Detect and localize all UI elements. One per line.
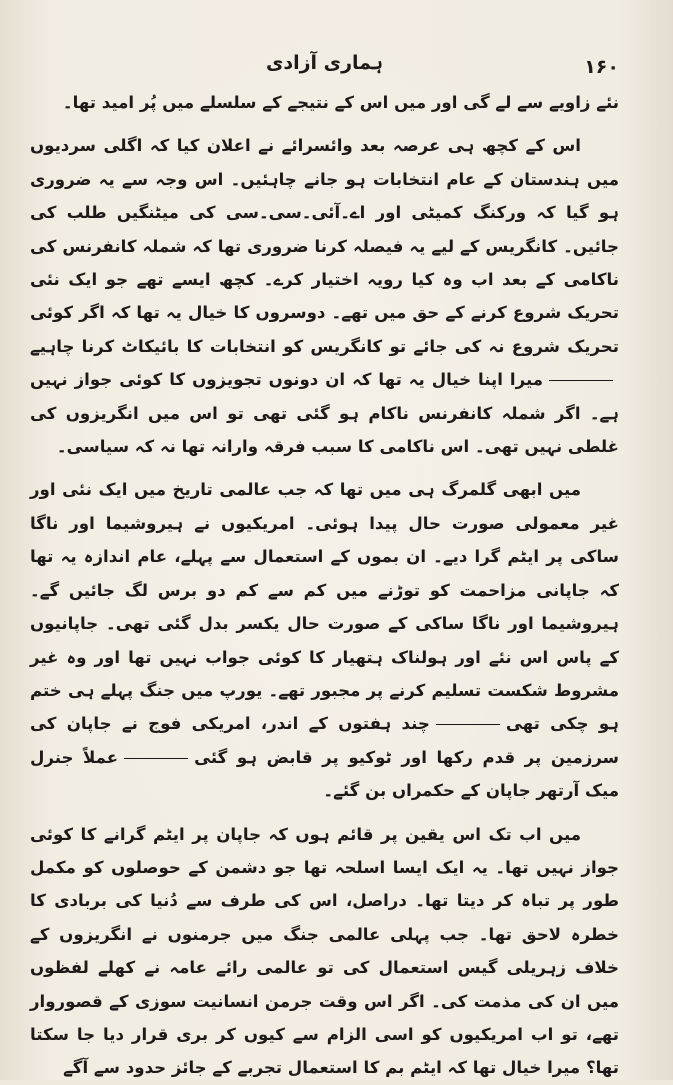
running-title: ہماری آزادی bbox=[265, 52, 384, 74]
page-number: ۱۶۰ bbox=[584, 56, 619, 78]
paragraph-3-text-b: چند ہفتوں کے اندر، امریکی فوج نے جاپان کی سرزمین پر قدم رکھا اور ٹوکیو پر قابض ہو گئی bbox=[30, 714, 620, 767]
paragraph-1 bbox=[30, 86, 619, 119]
page-header bbox=[30, 52, 619, 86]
em-dash-rule bbox=[436, 724, 500, 725]
paragraph-2 bbox=[30, 129, 619, 463]
paragraph-1-text: نئے زاویے سے لے گی اور میں اس کے نتیجے کے سلسلے میں پُر امید تھا۔ bbox=[62, 93, 619, 112]
paragraph-2-text-a: اس کے کچھ ہی عرصہ بعد وائسرائے نے اعلان کیا کہ اگلی سردیوں میں ہندستان کے عام انتخابات ہو جانے چاہئیں۔ اس وجہ سے یہ ضروری ہو گیا کہ ورکنگ کمیٹی اور اے۔آئی۔سی۔سی کی میٹنگیں طلب کی جائیں۔ کانگریس کے لیے یہ فیصلہ کرنا ضروری تھا کہ شملہ کانفرنس کی ناکامی کے بعد اب وہ کیا رویہ اختیار کرے۔ کچھ ایسے تھے جو ایک نئی تحریک شروع کرنے کے حق میں تھے۔ دوسروں کا خیال یہ تھا کہ اگر کوئی تحریک شروع نہ کی جائے تو کانگریس کو انتخابات کا بائیکاٹ کرنا چاہیے bbox=[30, 136, 619, 356]
paragraph-3-text-a: میں ابھی گلمرگ ہی میں تھا کہ جب عالمی تاریخ میں ایک نئی اور غیر معمولی صورت حال پیدا ہوئی۔ امریکیوں نے ہیروشیما اور ناگا ساکی پر ایٹم گرا دیے۔ ان بموں کے استعمال سے پہلے، عام اندازہ یہ تھا کہ جاپانی مزاحمت کو توڑنے میں کم سے کم دو برس لگ جائیں گے۔ ہیروشیما اور ناگا ساکی کے صورت حال یکسر بدل گئی تھی۔ جاپانیوں کے پاس اس نئے اور ہولناک ہتھیار کا کوئی جواب نہیں تھا اور وہ غیر مشروط شکست تسلیم کرنے پر مجبور تھے۔ یورپ میں جنگ پہلے ہی ختم ہو چکی تھی bbox=[30, 480, 619, 734]
paragraph-3 bbox=[30, 473, 619, 807]
em-dash-rule bbox=[124, 758, 188, 759]
paragraph-4 bbox=[30, 818, 619, 1085]
paragraph-4-text: میں اب تک اس یقین پر قائم ہوں کہ جاپان پر ایٹم گرانے کا کوئی جواز نہیں تھا۔ یہ ایک ایسا اسلحہ تھا جو دشمن کے حوصلوں کو مکمل طور پر تباہ کر دیتا تھا۔ دراصل، اس کی طرف سے دُنیا کی بربادی کا خطرہ لاحق تھا۔ جب پہلی عالمی جنگ میں جرمنوں نے انگریزوں کے خلاف زہریلی گیس استعمال کی تو عالمی رائے عامہ نے کھلے لفظوں میں ان کی مذمت کی۔ اگر اس وقت جرمن انسانیت سوزی کے قصوروار تھے، تو اب امریکیوں کو اسی الزام سے کیوں کر بری قرار دیا جا سکتا تھا؟ میرا خیال تھا کہ ایٹم بم کا استعمال تجربے کے جائز حدود سے آگے bbox=[30, 824, 619, 1078]
em-dash-rule bbox=[549, 380, 613, 381]
paragraph-3-text-c: عملاً جنرل میک آرتھر جاپان کے حکمراں بن گئے۔ bbox=[30, 747, 619, 801]
paragraph-2-text-b: میرا اپنا خیال یہ تھا کہ ان دونوں تجویزوں کا کوئی جواز نہیں ہے۔ اگر شملہ کانفرنس ناکام ہو گئی تھی تو اس میں انگریزوں کی غلطی نہیں تھی۔ اس ناکامی کا سبب فرقہ وارانہ تھا نہ کہ سیاسی۔ bbox=[30, 370, 619, 457]
page-body bbox=[30, 86, 619, 1085]
